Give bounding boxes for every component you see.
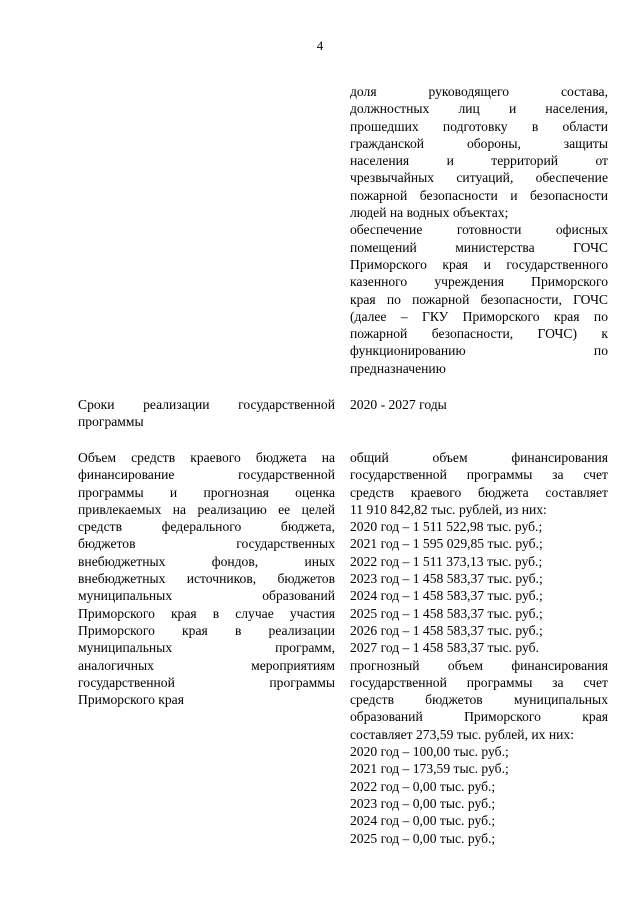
funding-label <box>78 449 335 708</box>
text-line: финансирование государственной <box>78 467 335 483</box>
text-line: 2027 год – 1 458 583,37 тыс. руб. <box>350 640 539 656</box>
text-line: 2021 год – 173,59 тыс. руб.; <box>350 761 509 777</box>
text-line: помещений министерства ГОЧС <box>350 239 608 255</box>
text-line: аналогичных мероприятиям <box>78 657 335 673</box>
text-line: (далее – ГКУ Приморского края по <box>350 308 608 324</box>
text-line: привлекаемых на реализацию ее целей <box>78 501 335 517</box>
text-line: 2023 год – 0,00 тыс. руб.; <box>350 795 496 811</box>
terms-value-text: 2020 - 2027 годы <box>350 397 447 412</box>
text-line: Приморского края и государственного <box>350 256 608 272</box>
text-line: должностных лиц и населения, <box>350 101 608 117</box>
text-line: пожарной безопасности, ГОЧС) к <box>350 326 608 342</box>
text-line: казенного учреждения Приморского <box>350 274 608 290</box>
text-line: обеспечение готовности офисных <box>350 222 608 238</box>
text-line: 11 910 842,82 тыс. рублей, из них: <box>350 501 547 517</box>
terms-label <box>78 396 335 431</box>
text-line: внебюджетных источников, бюджетов <box>78 571 335 587</box>
text-line: края по пожарной безопасности, ГОЧС <box>350 291 608 307</box>
text-line: 2025 год – 0,00 тыс. руб.; <box>350 830 496 846</box>
text-line: 2026 год – 1 458 583,37 тыс. руб.; <box>350 622 543 638</box>
text-line: доля руководящего состава, <box>350 84 608 99</box>
text-line: государственной программы за счет <box>350 467 608 483</box>
text-line: 2025 год – 1 458 583,37 тыс. руб.; <box>350 605 543 621</box>
text-line: людей на водных объектах; <box>350 205 509 221</box>
text-line: 2022 год – 0,00 тыс. руб.; <box>350 778 496 794</box>
text-line: 2023 год – 1 458 583,37 тыс. руб.; <box>350 571 543 587</box>
funding-value <box>350 449 608 847</box>
page-number: 4 <box>316 38 324 53</box>
text-line: образований Приморского края <box>350 709 608 725</box>
terms-value <box>350 396 608 413</box>
text-line: прогнозный объем финансирования <box>350 657 608 673</box>
text-line: Приморского края в случае участия <box>78 605 335 621</box>
text-line: муниципальных образований <box>78 588 335 604</box>
text-line: внебюджетных фондов, иных <box>78 553 335 569</box>
text-line: 2024 год – 1 458 583,37 тыс. руб.; <box>350 588 543 604</box>
goals-continuation <box>350 83 608 377</box>
text-line: Объем средств краевого бюджета на <box>78 450 335 465</box>
text-line: предназначению <box>350 360 446 376</box>
text-line: государственной программы <box>78 674 335 690</box>
text-line: программы и прогнозная оценка <box>78 484 335 500</box>
text-line: Приморского края <box>78 692 184 708</box>
text-line: Сроки реализации государственной <box>78 397 335 412</box>
text-line: бюджетов государственных <box>78 536 335 552</box>
text-line: составляет 273,59 тыс. рублей, их них: <box>350 726 574 742</box>
text-line: программы <box>78 414 144 430</box>
text-line: Приморского края в реализации <box>78 622 335 638</box>
text-line: 2024 год – 0,00 тыс. руб.; <box>350 813 496 829</box>
text-line: государственной программы за счет <box>350 674 608 690</box>
text-line: муниципальных программ, <box>78 640 335 656</box>
text-line: прошедших подготовку в области <box>350 118 608 134</box>
text-line: средств краевого бюджета составляет <box>350 484 608 500</box>
text-line: средств бюджетов муниципальных <box>350 692 608 708</box>
text-line: функционированию по <box>350 343 608 359</box>
text-line: гражданской обороны, защиты <box>350 135 608 151</box>
text-line: пожарной безопасности и безопасности <box>350 187 608 203</box>
text-line: 2020 год – 1 511 522,98 тыс. руб.; <box>350 519 543 535</box>
text-line: 2021 год – 1 595 029,85 тыс. руб.; <box>350 536 543 552</box>
text-line: населения и территорий от <box>350 153 608 169</box>
text-line: общий объем финансирования <box>350 450 608 465</box>
text-line: 2020 год – 100,00 тыс. руб.; <box>350 744 509 760</box>
text-line: средств федерального бюджета, <box>78 519 335 535</box>
text-line: чрезвычайных ситуаций, обеспечение <box>350 170 608 186</box>
text-line: 2022 год – 1 511 373,13 тыс. руб.; <box>350 553 543 569</box>
